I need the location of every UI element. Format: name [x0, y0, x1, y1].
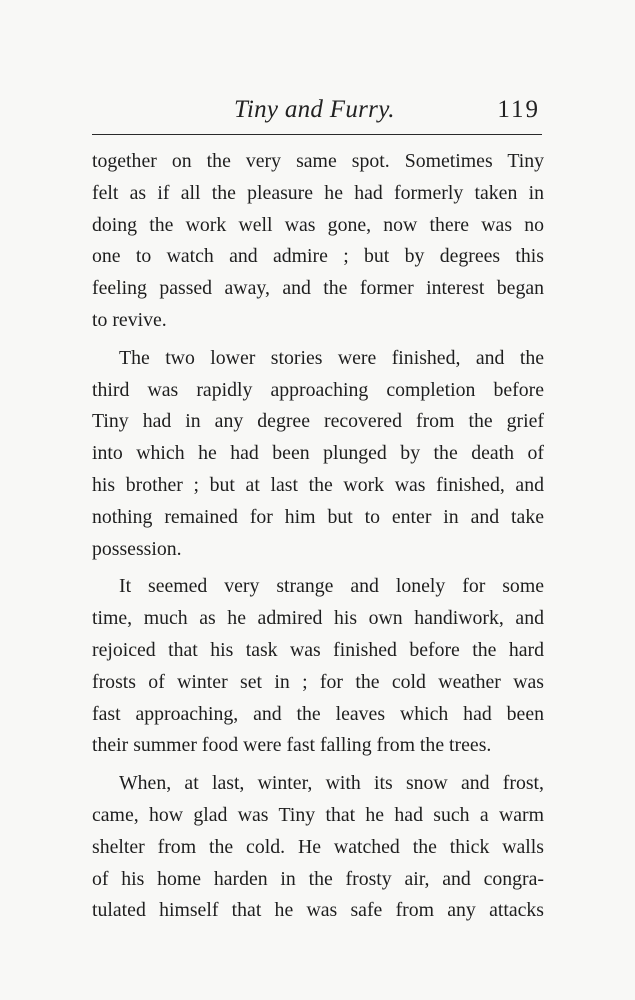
body-text	[92, 146, 544, 927]
text-line: time, much as he admired his own handiwork, and	[92, 607, 544, 630]
text-line: rejoiced that his task was finished before the hard	[92, 638, 544, 661]
text-line: nothing remained for him but to enter in and take	[92, 505, 544, 528]
text-line: their summer food were fast falling from the trees.	[92, 734, 492, 757]
text-line: one to watch and admire ; but by degrees this	[92, 245, 544, 268]
running-title: Tiny and Furry.	[234, 96, 395, 123]
page-number: 119	[497, 96, 540, 123]
text-line: fast approaching, and the leaves which had been	[92, 702, 544, 725]
text-line: third was rapidly approaching completion before	[92, 378, 544, 401]
text-line: frosts of winter set in ; for the cold weather was	[92, 670, 544, 693]
text-line: came, how glad was Tiny that he had such a warm	[92, 803, 544, 826]
text-line: Tiny had in any degree recovered from the grief	[92, 410, 544, 433]
text-line: When, at last, winter, with its snow and frost,	[119, 772, 544, 795]
text-line: into which he had been plunged by the death of	[92, 442, 544, 465]
text-line: It seemed very strange and lonely for some	[119, 575, 544, 598]
text-line: together on the very same spot. Sometimes Tiny	[92, 150, 544, 172]
text-line: of his home harden in the frosty air, and congra-	[92, 867, 544, 890]
text-line: his brother ; but at last the work was finished, and	[92, 473, 544, 496]
text-line: feeling passed away, and the former interest began	[92, 277, 544, 300]
header-rule	[92, 134, 542, 135]
page-header	[92, 96, 542, 132]
text-line: to revive.	[92, 308, 167, 331]
text-line: doing the work well was gone, now there was no	[92, 213, 544, 236]
text-line: tulated himself that he was safe from any attacks	[92, 899, 544, 922]
text-line: possession.	[92, 537, 182, 560]
text-line: shelter from the cold. He watched the thick walls	[92, 835, 544, 858]
text-line: The two lower stories were finished, and the	[119, 346, 544, 369]
text-line: felt as if all the pleasure he had formerly taken in	[92, 181, 544, 204]
